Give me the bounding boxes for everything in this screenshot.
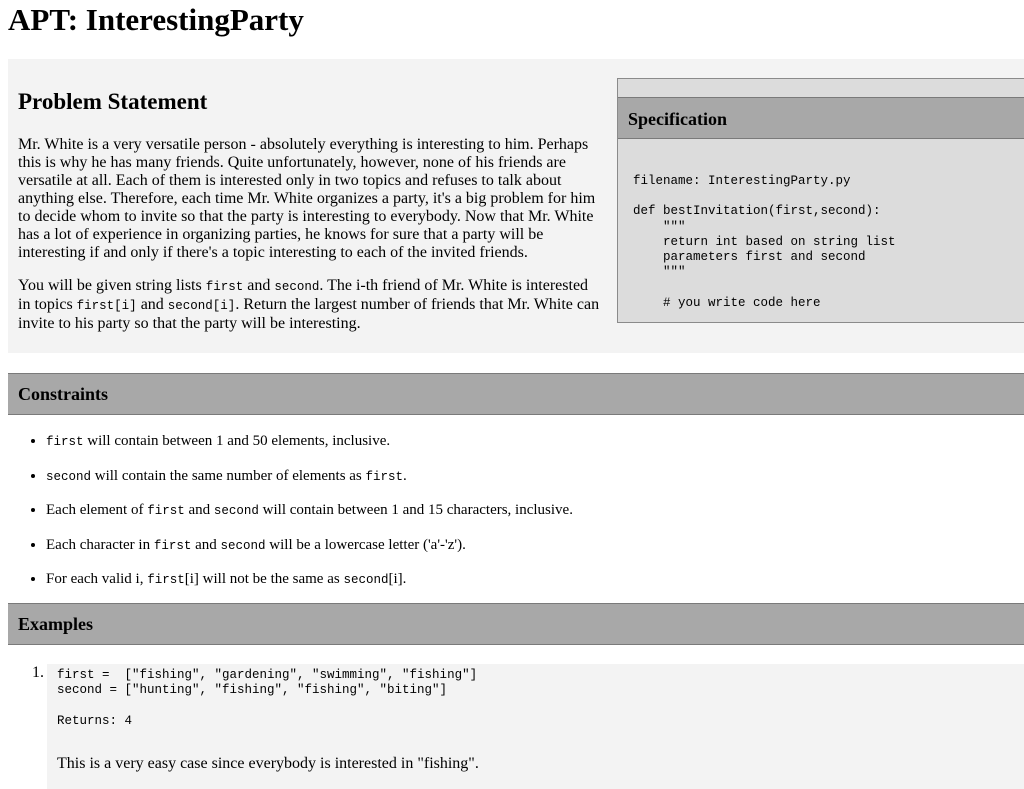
text-fragment: You will be given string lists: [18, 277, 206, 294]
problem-paragraph-1: Mr. White is a very versatile person - absolutely everything is interesting to him. Perhaps this is why he has many friends. Quite unfortunately, however, none of his friends are versatile at all. Each of them is interested only in two topics and refuses to talk about anything else. Therefore, each time Mr. White organizes a party, it's a big problem for him to decide whom to invite so that the party is interesting to everybody. Now that Mr. White has a lot of experience in organizing parties, he knows for sure that a party will be interesting if and only if there's a topic interesting to each of the invited friends.: [18, 136, 596, 261]
constraint-item: [46, 537, 946, 555]
page-title: APT: InterestingParty: [8, 2, 304, 37]
text-fragment: will contain between 1 and 15 characters, inclusive.: [258, 502, 573, 519]
specification-box: [617, 78, 1024, 323]
examples-heading: Examples: [18, 614, 94, 634]
specification-header: [618, 97, 1024, 139]
code-second-i: second[i]: [167, 299, 236, 313]
code-first-i: first[i]: [76, 299, 137, 313]
example-box: [47, 664, 1024, 789]
example-input: first = ["fishing", "gardening", "swimming", "fishing"] second = ["hunting", "fishing", "fishing", "biting"]: [57, 668, 478, 698]
text-fragment: Each character in: [46, 536, 154, 553]
example-number: 1.: [32, 664, 44, 681]
code-first: first: [46, 435, 84, 449]
code-second: second: [220, 538, 266, 553]
text-fragment: For each valid i,: [46, 571, 148, 588]
code-second: second: [213, 504, 259, 519]
text-fragment: and: [136, 296, 168, 313]
text-fragment: . The i-th friend of Mr. White is interested in topics: [18, 277, 589, 313]
constraint-item: [46, 502, 946, 520]
code-second: second: [274, 280, 320, 294]
problem-text: [18, 59, 604, 333]
example-note: This is a very easy case since everybody is interested in "fishing".: [57, 755, 479, 772]
text-fragment: . Return the largest number of friends that Mr. White can invite to his party so that the party will be interesting.: [18, 296, 600, 332]
text-fragment: will contain between 1 and 50 elements, inclusive.: [83, 433, 391, 449]
constraints-list: [8, 433, 946, 606]
code-first: first: [205, 280, 244, 294]
specification-code: filename: InterestingParty.py def bestInvitation(first,second): """ return int based on string list parameters first and second """ # you write code here: [633, 174, 896, 310]
constraints-heading: Constraints: [18, 384, 109, 404]
text-fragment: [i].: [388, 571, 407, 588]
code-first: first: [365, 469, 404, 484]
problem-statement-heading: Problem Statement: [18, 89, 208, 114]
examples-header: [8, 603, 1024, 645]
constraint-item: [46, 571, 946, 589]
code-first: first: [153, 538, 192, 553]
text-fragment: [i] will not be the same as: [184, 571, 344, 588]
code-first: first: [147, 504, 185, 519]
example-returns: Returns: 4: [57, 714, 133, 728]
text-fragment: will be a lowercase letter ('a'-'z').: [265, 536, 466, 553]
constraint-item: [46, 468, 946, 486]
code-second: second: [343, 573, 389, 588]
text-fragment: .: [403, 467, 407, 484]
text-fragment: Each element of: [46, 502, 148, 519]
constraints-header: [8, 373, 1024, 415]
problem-paragraph-2: [18, 277, 604, 333]
code-second: second: [46, 469, 92, 484]
text-fragment: and: [243, 277, 275, 294]
specification-heading: Specification: [628, 109, 727, 129]
text-fragment: will contain the same number of elements as: [91, 467, 366, 484]
text-fragment: and: [191, 536, 221, 553]
code-first: first: [147, 573, 185, 588]
text-fragment: and: [184, 502, 214, 519]
constraint-item: [46, 433, 946, 451]
